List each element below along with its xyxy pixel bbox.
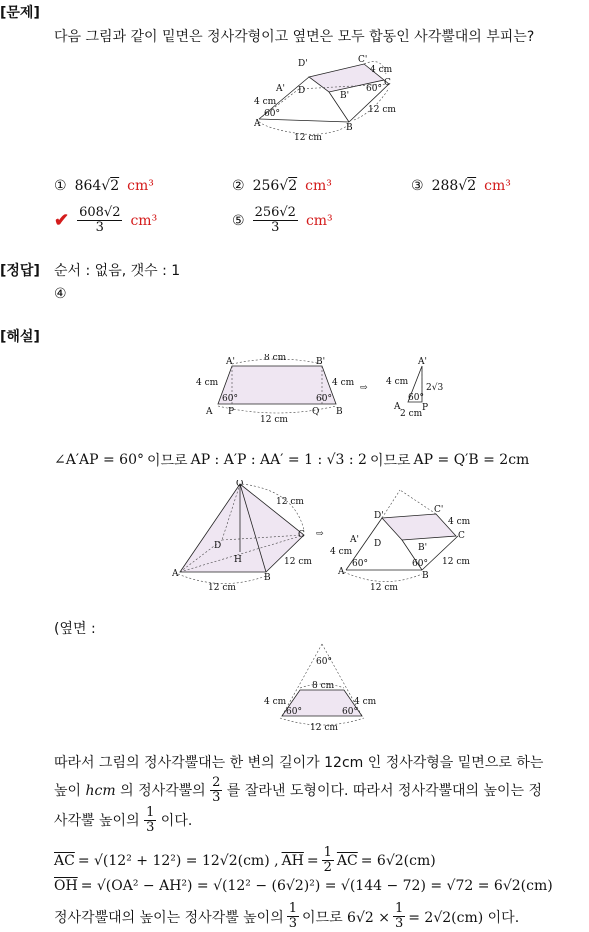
para-line-3: 사각뿔 높이의 $\frac{1}{3}$ 이다. xyxy=(54,804,193,835)
fig1-label: C' xyxy=(358,55,368,65)
fig4-label: 8 cm xyxy=(312,681,335,691)
choice-value: 288√2 xyxy=(431,178,477,194)
fig2-label: 8 cm xyxy=(264,354,287,363)
fig2-label: 60° xyxy=(316,394,332,404)
fig2-label: P xyxy=(228,407,235,417)
arrow-icon: ⇨ xyxy=(316,529,324,539)
solution-header: [해설] xyxy=(0,329,40,345)
fig2-label: Q xyxy=(312,407,320,417)
fig2-label: 2 cm xyxy=(400,409,423,419)
side-face-label: (옆면 : xyxy=(54,621,96,637)
fig2-label: 4 cm xyxy=(196,378,219,388)
fig3-label: B xyxy=(264,573,271,583)
fig2-label: B xyxy=(336,407,343,417)
fig3-label: 12 cm xyxy=(370,583,398,593)
fig3-label: A xyxy=(338,567,345,577)
fig2-label: P xyxy=(422,403,429,413)
solution-paragraph xyxy=(54,750,584,835)
fig1-label: D' xyxy=(298,59,308,69)
choice-3[interactable] xyxy=(411,178,511,194)
equation-1: $\overline{AC}$ = √(12² + 12²) = 12√2(cm) , $\overline{AH}$ = $\frac{1}{2}$ $\overline{AC}$ = 6√2(cm) xyxy=(54,845,436,876)
fig2-label: 2√3 xyxy=(426,383,444,393)
choice-mark: ③ xyxy=(411,178,424,194)
choice-unit: cm³ xyxy=(305,178,332,194)
fig3-label: 12 cm xyxy=(284,557,312,567)
fig2-label: A xyxy=(394,402,401,412)
trapezoid-figure xyxy=(196,354,456,424)
choice-unit: cm³ xyxy=(484,178,511,194)
equation-2: $\overline{OH}$ = √(OA² − AH²) = √(12² − (6√2)²) = √(144 − 72) = √72 = 6√2(cm) xyxy=(54,878,553,894)
choice-1[interactable] xyxy=(54,178,154,194)
fig2-label: 60° xyxy=(222,394,238,404)
choice-mark: ② xyxy=(232,178,245,194)
fig1-label: A xyxy=(254,119,261,129)
choice-value: 864√2 xyxy=(74,178,120,194)
fig4-label: 60° xyxy=(286,707,302,717)
fig2-label: A' xyxy=(226,357,235,367)
side-face-figure xyxy=(262,640,382,735)
fig2-label: 4 cm xyxy=(332,378,355,388)
fig2-label: B' xyxy=(316,357,326,367)
answer-header: [정답] xyxy=(0,263,40,279)
fig3-label: 60° xyxy=(412,559,428,569)
choice-fraction: $\frac{608√2}{3}$ xyxy=(79,205,121,236)
fig4-label: 60° xyxy=(342,707,358,717)
fig3-label: 60° xyxy=(352,559,368,569)
fig1-label: 12 cm xyxy=(368,105,396,115)
fig2-label: 60° xyxy=(408,393,424,403)
fig3-label: 12 cm xyxy=(276,497,304,507)
fig1-label: B' xyxy=(340,91,350,101)
choice-fraction: $\frac{256√2}{3}$ xyxy=(254,205,296,236)
fig3-label: B' xyxy=(418,543,428,553)
fig3-label: C xyxy=(298,530,305,540)
fig2-label: A' xyxy=(418,357,427,367)
choice-mark: ⑤ xyxy=(232,212,245,229)
fig1-label: 60° xyxy=(366,84,382,94)
fig3-label: 12 cm xyxy=(442,557,470,567)
fig3-label: B xyxy=(422,571,429,581)
fig3-label: D' xyxy=(374,511,384,521)
fig2-label: A xyxy=(206,407,213,417)
para-line-2: 높이 hcm 의 정사각뿔의 $\frac{2}{3}$ 를 잘라낸 도형이다. 따라서 정사각뿔대의 높이는 정 xyxy=(54,775,543,806)
choice-unit: cm³ xyxy=(130,212,158,229)
fig2-label: 12 cm xyxy=(260,415,288,424)
fig3-label: C' xyxy=(434,505,444,515)
fig1-label: A' xyxy=(276,84,285,94)
question-text: 다음 그림과 같이 밑면은 정사각형이고 옆면은 모두 합동인 사각뿔대의 부피는? xyxy=(54,29,535,45)
pyramid-figure xyxy=(172,480,502,598)
checkmark-icon: ✔ xyxy=(54,210,70,232)
fig1-label: D xyxy=(298,86,306,96)
fig3-label: 12 cm xyxy=(208,583,236,593)
arrow-icon: ⇨ xyxy=(360,383,368,393)
fig3-label: D xyxy=(374,539,382,549)
fig3-label: A' xyxy=(350,535,359,545)
fig3-label: O xyxy=(236,480,244,489)
fig1-label: 4 cm xyxy=(370,65,393,75)
fig1-label: C xyxy=(384,78,391,88)
problem-header: [문제] xyxy=(0,5,40,21)
choice-unit: cm³ xyxy=(305,212,333,229)
fig3-label: C xyxy=(458,531,465,541)
fig4-label: 4 cm xyxy=(354,697,377,707)
equation-3: 정사각뿔대의 높이는 정사각뿔 높이의 $\frac{1}{3}$ 이므로 6√2 × $\frac{1}{3}$ = 2√2(cm) 이다. xyxy=(54,901,520,932)
choice-value: 256√2 xyxy=(252,178,298,194)
fig1-label: 4 cm xyxy=(254,97,277,107)
answer-line: 순서 : 없음, 갯수 : 1 xyxy=(54,263,181,279)
fig3-label: 4 cm xyxy=(448,517,471,527)
fig4-label: 12 cm xyxy=(310,723,338,733)
fig1-label: 60° xyxy=(264,109,280,119)
para-line-1: 따라서 그림의 정사각뿔대는 한 변의 길이가 12cm 인 정사각형을 밑면으로 하는 xyxy=(54,755,544,771)
solution-line-1: ∠A′AP = 60° 이므로 AP : A′P : AA′ = 1 : √3 : 2 이므로 AP = Q′B = 2cm xyxy=(54,452,530,469)
fig3-label: A xyxy=(172,569,179,579)
choice-mark: ① xyxy=(54,178,67,194)
choice-4[interactable] xyxy=(54,206,157,236)
choice-2[interactable] xyxy=(232,178,332,194)
fig3-label: 4 cm xyxy=(330,547,353,557)
choice-unit: cm³ xyxy=(127,178,154,194)
fig1-label: B xyxy=(346,123,353,133)
frustum-figure xyxy=(254,54,414,144)
fig4-label: 4 cm xyxy=(264,697,287,707)
fig4-label: 60° xyxy=(316,657,332,667)
fig3-label: H xyxy=(234,555,242,565)
fig1-label: 12 cm xyxy=(294,133,322,143)
choice-5[interactable] xyxy=(232,206,333,236)
answer-mark: ④ xyxy=(54,286,67,302)
fig3-label: D xyxy=(214,541,222,551)
fig2-label: 4 cm xyxy=(386,377,409,387)
